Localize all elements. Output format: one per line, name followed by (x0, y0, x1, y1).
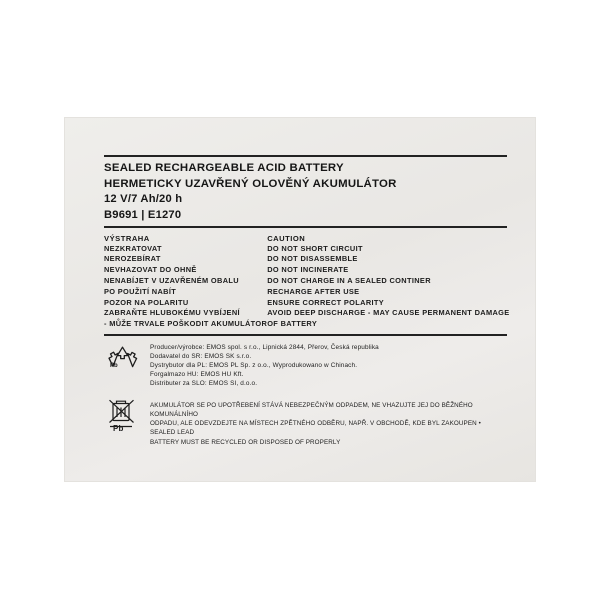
distributor-line: Distributer za SLO: EMOS SI, d.o.o. (150, 380, 258, 388)
distributor-text (150, 342, 507, 389)
warnings-english (267, 233, 509, 330)
warning-item: NEVHAZOVAT DO OHNĚ (104, 265, 197, 275)
recycle-arrows-glyph (106, 344, 140, 374)
disposal-line: ODPADU, ALE ODEVZDEJTE NA MÍSTECH ZPĚTNÉHO ODBĚRU, NAPŘ. V OBCHODĚ, KDE BYL ZAKOUPEN • SEALED LEAD (150, 420, 481, 437)
crossed-bin-icon-cell (104, 399, 150, 447)
caution-item: ENSURE CORRECT POLARITY (267, 297, 385, 307)
warning-item: PO POUŽITÍ NABÍT (104, 286, 177, 296)
spec-rating: 12 V/7 Ah/20 h (104, 193, 183, 205)
recycle-pb-label: Pb (110, 362, 118, 369)
warnings-english-heading: CAUTION (267, 233, 306, 243)
distributor-line: Producer/výrobce: EMOS spol. s r.o., Lipnická 2844, Přerov, Česká republika (150, 343, 379, 351)
distributor-line: Dodavatel do SR: EMOS SK s.r.o. (150, 352, 252, 360)
battery-label-sticker (65, 118, 535, 481)
disposal-line: AKUMULÁTOR SE PO UPOTŘEBENÍ STÁVÁ NEBEZPEČNÝM ODPADEM, NE VHAZUJTE JEJ DO BĚŽNÉHO KOMUNÁLNÍHO (150, 401, 473, 418)
disposal-section (104, 389, 507, 447)
warnings-czech-heading: VÝSTRAHA (104, 233, 150, 243)
model-code: B9691 | E1270 (104, 208, 182, 221)
caution-item: RECHARGE AFTER USE (267, 286, 360, 296)
warnings-czech (104, 233, 267, 330)
warning-item: NEROZEBÍRAT (104, 254, 161, 264)
warning-item: NEZKRATOVAT (104, 243, 162, 253)
distributor-section (104, 336, 507, 389)
recycle-arrows-icon (106, 344, 140, 374)
caution-item: OF BATTERY (267, 319, 318, 329)
caution-item: DO NOT DISASSEMBLE (267, 254, 358, 264)
caution-item: DO NOT SHORT CIRCUIT (267, 243, 363, 253)
warning-item: POZOR NA POLARITU (104, 297, 189, 307)
warning-item: ZABRAŇTE HLUBOKÉMU VYBÍJENÍ (104, 308, 240, 318)
bin-pb-label: Pb (113, 423, 124, 433)
crossed-out-wheelie-bin-icon (106, 399, 140, 435)
caution-item: AVOID DEEP DISCHARGE - MAY CAUSE PERMANENT DAMAGE (267, 308, 510, 318)
distributor-line: Dystrybutor dla PL: EMOS PL Sp. z o.o., Wyprodukowano w Chinach. (150, 361, 358, 369)
warning-item: NENABÍJET V UZAVŘENÉM OBALU (104, 275, 239, 285)
distributor-line: Forgalmazo HU: EMOS HU Kft. (150, 371, 244, 379)
warning-item: - MŮŽE TRVALE POŠKODIT AKUMULÁTOR (104, 319, 268, 329)
caution-item: DO NOT CHARGE IN A SEALED CONTINER (267, 275, 431, 285)
label-content (104, 155, 510, 447)
disposal-text (150, 399, 507, 447)
title-czech: HERMETICKY UZAVŘENÝ OLOVĚNÝ AKUMULÁTOR (104, 177, 397, 190)
warnings-section (104, 228, 510, 334)
recycle-icon-cell (104, 342, 150, 389)
caution-item: DO NOT INCINERATE (267, 265, 349, 275)
title-english: SEALED RECHARGEABLE ACID BATTERY (104, 162, 344, 174)
title-block (104, 157, 507, 226)
disposal-line: BATTERY MUST BE RECYCLED OR DISPOSED OF PROPERLY (150, 438, 341, 446)
